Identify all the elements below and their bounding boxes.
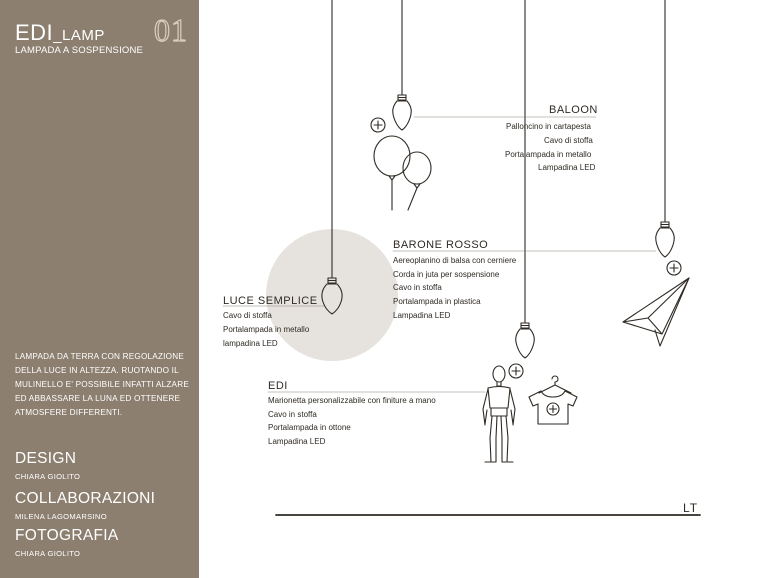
heading-luce-semplice: LUCE SEMPLICE [223,295,318,307]
tshirt-hanger-icon [529,376,577,424]
luce-semplice-item: Cavo di stoffa [223,311,272,320]
bulb-icon [516,323,534,358]
plus-icon [547,403,559,415]
baloon-item: Cavo di stoffa [544,136,593,145]
edi-item: Marionetta personalizzabile con finiture a mano [268,396,436,405]
product-title-main: EDI [15,20,54,45]
heading-edi: EDI [268,380,288,392]
balloons-icon [374,136,431,210]
heading-baloon: BALOON [549,104,598,116]
product-title-suffix: _LAMP [53,27,105,44]
page-number: 01 [154,12,188,48]
edi-item: Portalampada in ottone [268,423,351,432]
plus-icon [371,118,385,132]
plus-icon [509,364,523,378]
plus-icon [667,261,681,275]
paper-airplane-icon [623,278,689,346]
barone-rosso-item: Cavo in stoffa [393,283,442,292]
edi-item: Cavo in stoffa [268,410,317,419]
credit-heading-design: DESIGN [15,450,77,467]
barone-rosso-item: Lampadina LED [393,311,451,320]
credit-heading-fotografia: FOTOGRAFIA [15,527,119,544]
baloon-item: Portalampada in metallo [505,150,592,159]
product-subtitle: LAMPADA A SOSPENSIONE [15,45,144,56]
sidebar [0,0,199,578]
baloon-item: Palloncino in cartapesta [506,122,591,131]
edi-item: Lampadina LED [268,437,326,446]
footer-label: LT [683,501,699,515]
luce-semplice-item: lampadina LED [223,339,278,348]
credit-heading-collaborazioni: COLLABORAZIONI [15,490,156,507]
lamp-illustration [199,0,768,578]
marionette-icon [483,366,515,462]
bulb-icon [656,222,674,257]
bulb-icon [393,95,411,130]
heading-barone-rosso: BARONE ROSSO [393,239,489,251]
barone-rosso-item: Corda in juta per sospensione [393,270,500,279]
credit-name-design: CHIARA GIOLITO [15,472,81,481]
product-title [15,20,105,46]
baloon-item: Lampadina LED [538,163,596,172]
product-description: LAMPADA DA TERRA CON REGOLAZIONE DELLA LUCE IN ALTEZZA. RUOTANDO IL MULINELLO E' POSSIBILE INFATTI ALZARE ED ABBASSARE LA LUNA ED OTTENERE ATMOSFERE DIFFERENTI. [15,352,189,417]
luce-semplice-item: Portalampada in metallo [223,325,310,334]
barone-rosso-item: Portalampada in plastica [393,297,481,306]
credit-name-collaborazioni: MILENA LAGOMARSINO [15,512,107,521]
credit-name-fotografia: CHIARA GIOLITO [15,549,81,558]
barone-rosso-item: Aereoplanino di balsa con cerniere [393,256,517,265]
